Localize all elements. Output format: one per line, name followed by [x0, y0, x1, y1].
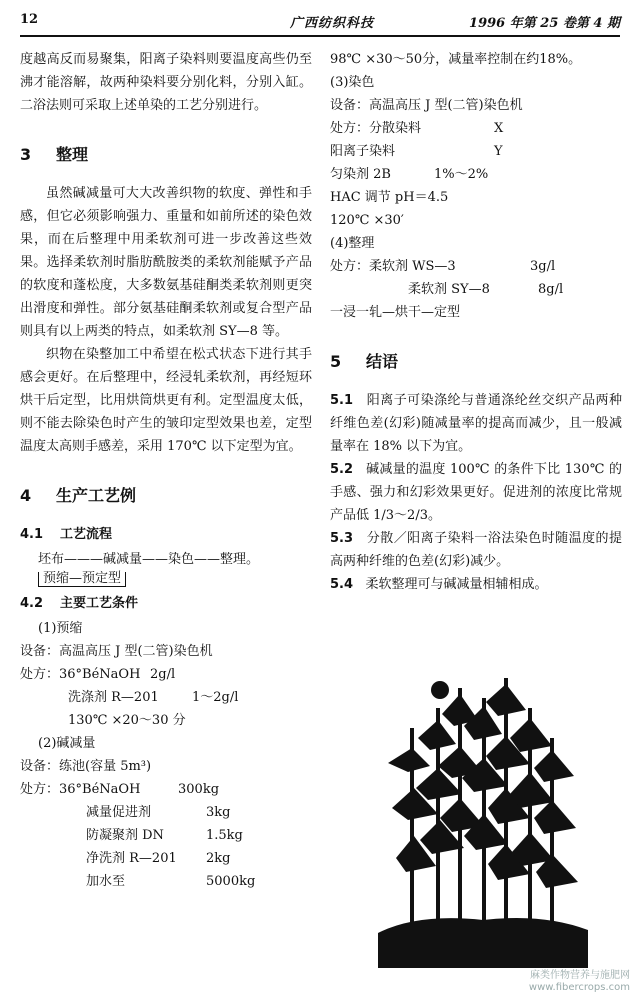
section-title: 结语 — [366, 352, 399, 371]
equipment-line: 设备：高温高压 J 型(二管)染色机 — [330, 98, 523, 113]
equipment-line: 设备：高温高压 J 型(二管)染色机 — [20, 644, 213, 659]
step-heading: (4)整理 — [330, 236, 375, 251]
section-number: 5 — [330, 352, 342, 371]
journal-title: 广西纺织科技 — [290, 16, 375, 31]
recipe-row: 阳离子染料 Y — [330, 144, 503, 159]
section-5-heading — [330, 350, 622, 373]
section-4-heading — [20, 484, 312, 507]
step-heading: (3)染色 — [330, 75, 375, 90]
condition-line: 130℃ ×20～30 分 — [68, 713, 186, 728]
recipe-row: 防凝聚剂 DN 1.5kg — [86, 828, 243, 843]
recipe-row: 处方：36°BéNaOH 300kg — [20, 782, 220, 797]
header-rule — [20, 35, 620, 37]
conclusion-item: 5.4 柔软整理可与碱减量相辅相成。 — [330, 577, 548, 592]
recipe-row: 匀染剂 2B 1%～2% — [330, 167, 489, 182]
pine-trees-illustration — [378, 668, 588, 968]
process-line: 一浸一轧—烘干—定型 — [330, 305, 461, 320]
intro-paragraph: 度越高反而易聚集，阳离子染料则要温度高些仍至沸才能溶解，故两种染料要分别化料，分别入缸。二浴法则可采取上述单染的工艺分别进行。 — [20, 52, 312, 113]
ph-line: HAC 调节 pH＝4.5 — [330, 190, 449, 205]
page-header — [20, 12, 620, 32]
step-heading: (2)碱减量 — [38, 736, 96, 751]
process-flow: 坯布———碱减量——染色——整理。 — [38, 552, 260, 567]
section-title: 整理 — [56, 145, 89, 164]
step-heading: (1)预缩 — [38, 621, 83, 636]
watermark: 麻类作物营养与施肥网 www.fibercrops.com — [528, 970, 630, 993]
subsection-4-1-heading: 4.1 工艺流程 — [20, 527, 113, 542]
recipe-row: 加水至 5000kg — [86, 874, 256, 889]
recipe-row: 处方：柔软剂 WS—3 3g/l — [330, 259, 556, 274]
recipe-row: 处方：分散染料 X — [330, 121, 504, 136]
recipe-row: 柔软剂 SY—8 8g/l — [408, 282, 564, 297]
process-flow-branch: 预缩—预定型 — [38, 567, 312, 590]
page-number: 12 — [20, 12, 39, 27]
conclusion-item: 5.3 分散／阳离子染料一浴法染色时随温度的提高两种纤维的色差(幻彩)减少。 — [330, 531, 622, 569]
paragraph: 虽然碱减量可大大改善织物的软度、弹性和手感，但它必须影响强力、重量和如前所述的染色效果，而在后整理中用柔软剂可进一步改善这些效果。选择柔软剂时脂肪酰胺类的柔软剂能赋予产品的软度和蓬松度，大多数氨基硅酮类柔软剂则更突出滑度和弹性。部分氨基硅酮柔软剂或复合型产品则具有以上两类的特点，如柔软剂 SY—8 等。 — [20, 186, 312, 339]
recipe-row: 处方：36°BéNaOH 2g/l — [20, 667, 176, 682]
section-number: 3 — [20, 145, 32, 164]
equipment-line: 设备：练池(容量 5m³) — [20, 759, 152, 774]
left-column — [20, 48, 312, 893]
sun-icon — [431, 681, 449, 699]
conclusion-item: 5.2 碱减量的温度 100℃ 的条件下比 130℃ 的手感、强力和幻彩效果更好。促进剂的浓度比常规产品低 1/3～2/3。 — [330, 462, 622, 523]
issue-info: 1996 年第 25 卷第 4 期 — [469, 16, 620, 31]
conclusion-item: 5.1 阳离子可染涤纶与普通涤纶丝交织产品两种纤维色差(幻彩)随减量率的提高而减少，且一般减量率在 18% 以下为宜。 — [330, 393, 622, 454]
recipe-row: 减量促进剂 3kg — [86, 805, 231, 820]
section-3-heading — [20, 143, 312, 166]
condition-line: 120℃ ×30′ — [330, 213, 404, 228]
recipe-row: 洗涤剂 R—201 1～2g/l — [68, 690, 239, 705]
section-title: 生产工艺例 — [56, 486, 137, 505]
subsection-4-2-heading: 4.2 主要工艺条件 — [20, 596, 139, 611]
section-number: 4 — [20, 486, 32, 505]
recipe-row: 净洗剂 R—201 2kg — [86, 851, 231, 866]
paragraph: 织物在染整加工中希望在松式状态下进行其手感会更好。在后整理中，经浸轧柔软剂，再经短环烘干后定型，比用烘筒烘更有利。定型温度太低，则不能去除染色时产生的皱印定型效果也差，定型温度太高则手感差，采用 170℃ 以下定型为宜。 — [20, 347, 312, 454]
condition-line: 98℃ ×30～50分，减量率控制在约18%。 — [330, 52, 582, 67]
right-column — [330, 48, 622, 596]
